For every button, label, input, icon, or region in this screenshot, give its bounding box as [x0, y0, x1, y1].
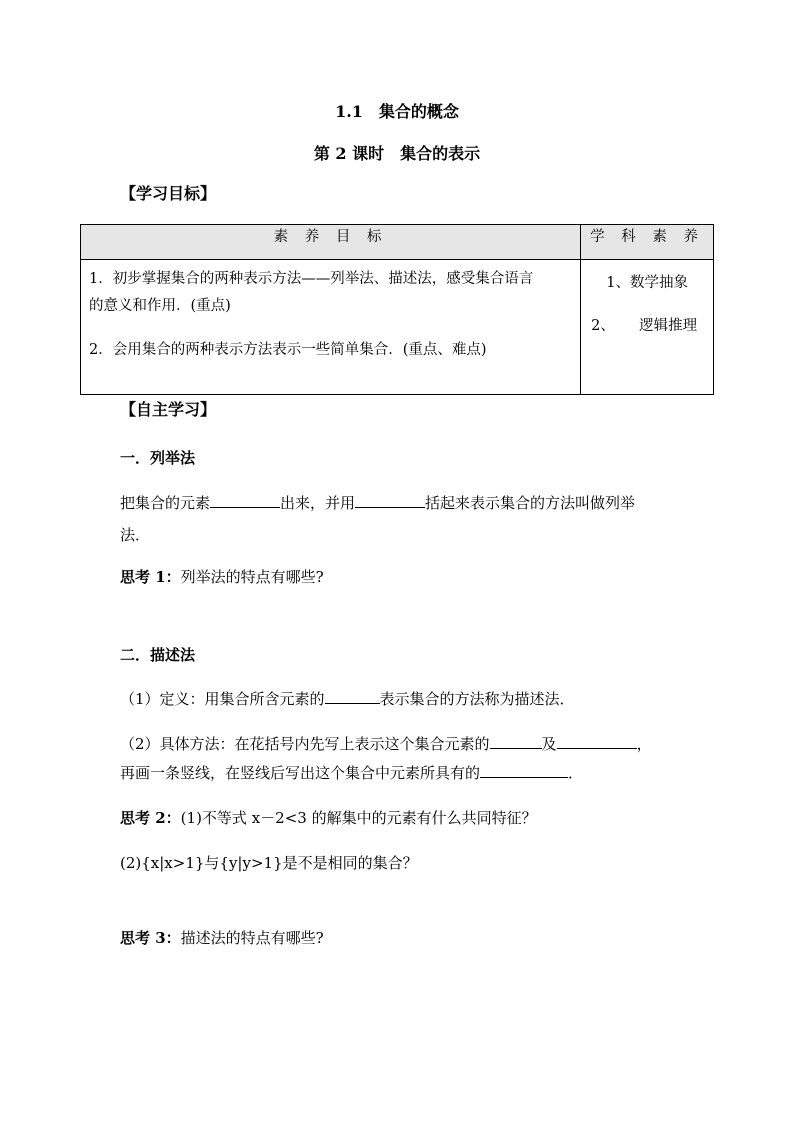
skills-cell: [581, 260, 714, 395]
goal-line: 2．会用集合的两种表示方法表示一些简单集合．(重点、难点): [89, 342, 487, 358]
skills-column-header: 学 科 素 养: [581, 225, 714, 260]
answer-blank[interactable]: [490, 734, 542, 749]
section-description-title: 二．描述法: [120, 646, 196, 664]
skill-item: 2、: [591, 318, 615, 334]
section-listing-title: 一．列举法: [120, 449, 196, 467]
listing-definition: 把集合的元素 出来，并用 括起来表示集合的方法叫做列举: [120, 494, 636, 512]
goal-line: 的意义和作用．(重点): [89, 298, 231, 314]
think-3: 思考 3：描述法的特点有哪些?: [120, 929, 324, 947]
answer-blank[interactable]: [480, 763, 568, 778]
description-method: （2）具体方法：在花括号内先写上表示这个集合元素的 及 ，: [120, 735, 652, 753]
self-study-heading: 【自主学习】: [120, 400, 217, 419]
objectives-table: [80, 224, 714, 395]
skill-item: 逻辑推理: [639, 318, 698, 334]
goal-line: 1．初步掌握集合的两种表示方法——列举法、描述法，感受集合语言: [89, 271, 534, 287]
description-definition: （1）定义：用集合所含元素的 表示集合的方法称为描述法．: [120, 690, 575, 708]
answer-blank[interactable]: [355, 493, 425, 508]
page-title: 1.1 集合的概念: [335, 102, 459, 121]
think-2: 思考 2：(1)不等式 x－2<3 的解集中的元素有什么共同特征？: [120, 809, 537, 827]
listing-definition-end: 法．: [120, 526, 151, 544]
objectives-heading: 【学习目标】: [120, 184, 217, 203]
skill-item: 1、数学抽象: [606, 275, 688, 291]
answer-blank[interactable]: [325, 689, 380, 704]
answer-blank[interactable]: [557, 734, 637, 749]
answer-blank[interactable]: [210, 493, 280, 508]
description-method-cont: 再画一条竖线，在竖线后写出这个集合中元素所具有的 ．: [120, 764, 584, 782]
think-2-question-2: (2){x|x>1}与{y|y>1}是不是相同的集合？: [120, 854, 418, 872]
think-1: 思考 1：列举法的特点有哪些?: [120, 568, 324, 586]
goals-column-header: 素 养 目 标: [81, 225, 581, 260]
page-subtitle: 第 2 课时 集合的表示: [313, 144, 481, 163]
goals-cell: [81, 260, 581, 395]
